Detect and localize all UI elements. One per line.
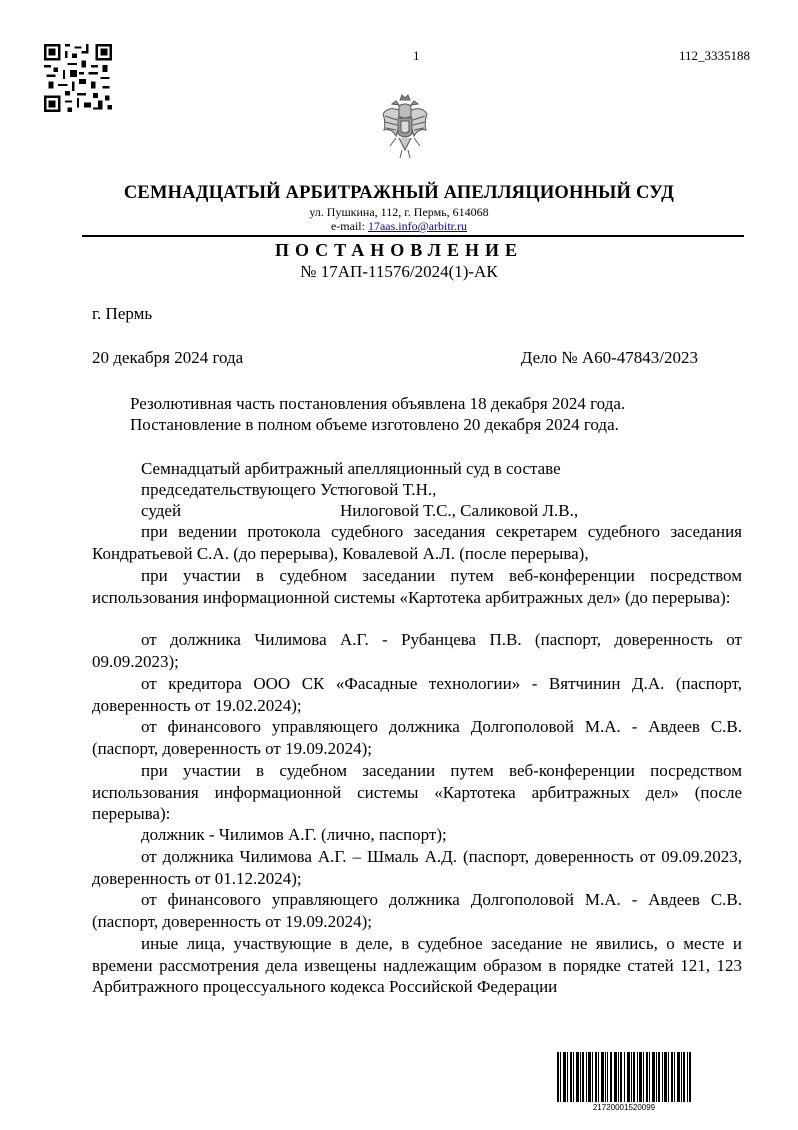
judges-names: Нилоговой Т.С., Саликовой Л.В.,	[340, 501, 579, 520]
presiding-judge: председательствующего Устюговой Т.Н.,	[141, 480, 437, 499]
body-paragraph: должник - Чилимов А.Г. (лично, паспорт);	[141, 825, 447, 844]
email-label: e-mail:	[330, 219, 368, 233]
body-paragraph: при ведении протокола судебного заседания секретарем судебного заседания Кондратьевой С.А. (до перерыва), Ковалевой А.Л. (после перерыва),	[92, 522, 742, 563]
body-paragraph: при участии в судебном заседании путем веб-конференции посредством использования информационной системы «Картотека арбитражных дел» (до перерыва):	[92, 566, 742, 607]
email-link[interactable]: 17aas.info@arbitr.ru	[367, 219, 467, 233]
body-paragraph: от должника Чилимова А.Г. – Шмаль А.Д. (паспорт, доверенность от 09.09.2023, доверенность от 01.12.2024);	[92, 847, 742, 888]
coat-of-arms-icon	[380, 92, 430, 162]
body-paragraph: при участии в судебном заседании путем веб-конференции посредством использования информационной системы «Картотека арбитражных дел» (после перерыва):	[92, 761, 742, 823]
document-type: ПОСТАНОВЛЕНИЕ	[274, 240, 524, 260]
city: г. Пермь	[92, 304, 153, 323]
qr-code-icon	[44, 44, 112, 112]
resolution-note: Резолютивная часть постановления объявлена 18 декабря 2024 года.	[130, 394, 626, 413]
full-text-note: Постановление в полном объеме изготовлено 20 декабря 2024 года.	[130, 415, 619, 434]
document-number: № 17АП-11576/2024(1)-АК	[300, 262, 498, 281]
email-line	[0, 219, 798, 233]
judges-label: судей	[141, 501, 182, 520]
body-paragraph: от финансового управляющего должника Долгополовой М.А. - Авдеев С.В. (паспорт, доверенность от 19.09.2024);	[92, 717, 742, 758]
court-composition: Семнадцатый арбитражный апелляционный суд в составе	[141, 459, 561, 478]
address-line: ул. Пушкина, 112, г. Пермь, 614068	[309, 205, 489, 219]
header-divider	[82, 235, 744, 237]
court-name: СЕМНАДЦАТЫЙ АРБИТРАЖНЫЙ АПЕЛЛЯЦИОННЫЙ СУД	[123, 183, 675, 203]
document-date: 20 декабря 2024 года	[92, 348, 244, 367]
body-paragraph: от кредитора ООО СК «Фасадные технологии» - Вятчинин Д.А. (паспорт, доверенность от 19.02.2024);	[92, 674, 742, 715]
barcode-number: 21720001520099	[592, 1103, 656, 1112]
case-number: Дело № А60-47843/2023	[520, 348, 698, 367]
body-paragraph: от должника Чилимова А.Г. - Рубанцева П.В. (паспорт, доверенность от 09.09.2023);	[92, 630, 742, 671]
barcode-icon	[557, 1052, 691, 1106]
body-paragraph: от финансового управляющего должника Долгополовой М.А. - Авдеев С.В. (паспорт, доверенность от 19.09.2024);	[92, 890, 742, 931]
court-address	[0, 205, 798, 233]
body-paragraph: иные лица, участвующие в деле, в судебное заседание не явились, о месте и времени рассмотрения дела извещены надлежащим образом в порядке статей 121, 123 Арбитражного процессуального кодекса Российской Федерации	[92, 934, 742, 996]
page-number: 1	[413, 48, 420, 63]
document-id: 112_3335188	[678, 48, 750, 63]
